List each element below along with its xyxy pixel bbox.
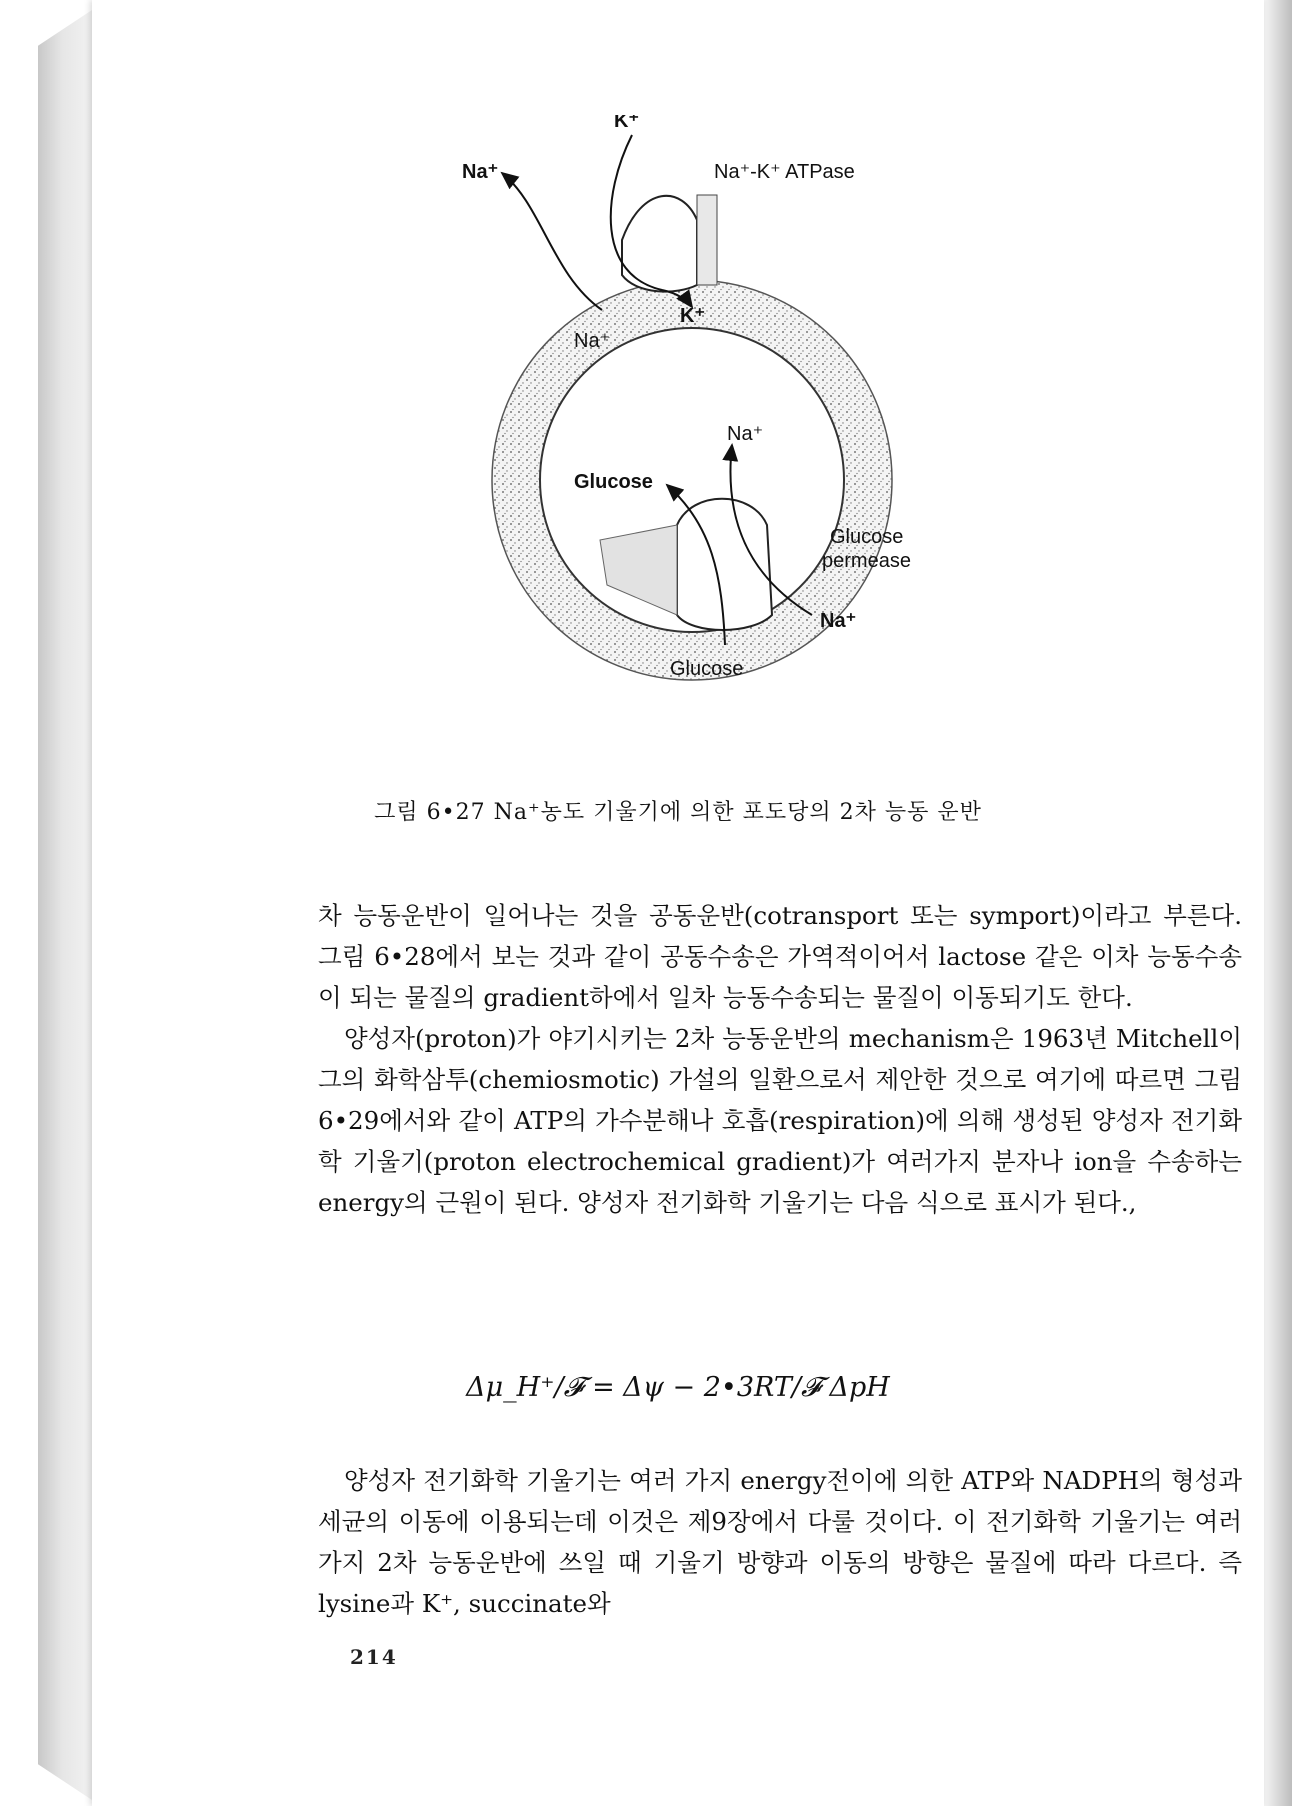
paragraph-2: 양성자(proton)가 야기시키는 2차 능동운반의 mechanism은 1963년 Mitchell이 그의 화학삼투(chemiosmotic) 가설의 일환으로서 제안한 것으로 여기에 따르면 그림 6•29에서와 같이 ATP의 가수분해나 호흡(respiration)에 의해 생성된 양성자 전기화학 기울기(proton electrochemical gradient)가 여러가지 분자나 ion을 수송하는 energy의 근원이 된다. 양성자 전기화학 기울기는 다음 식으로 표시가 된다., (318, 1024, 1242, 1217)
label-na-right: Na⁺ (820, 610, 857, 632)
figure-caption: 그림 6•27 Na⁺농도 기울기에 의한 포도당의 2차 능동 운반 (374, 800, 982, 825)
book-page (92, 0, 1264, 1806)
cell-transport-diagram (422, 115, 1042, 785)
equation: Δμ_H⁺/𝓕 = Δψ − 2•3RT/𝓕 ΔpH (466, 1372, 890, 1403)
page-number: 214 (350, 1645, 398, 1669)
body-text-block (318, 895, 1242, 1223)
arrow-na-outward (502, 173, 602, 310)
book-spine (38, 10, 92, 1800)
atpase-protein (622, 195, 717, 292)
label-atpase: Na⁺-K⁺ ATPase (714, 161, 855, 183)
figure-6-27 (422, 115, 1042, 785)
paragraph-3: 양성자 전기화학 기울기는 여러 가지 energy전이에 의한 ATP와 NADPH의 형성과 세균의 이동에 이용되는데 이것은 제9장에서 다룰 것이다. 이 전기화학 기울기는 여러가지 2차 능동운반에 쓰일 때 기울기 방향과 이동의 방향은 물질에 따라 다르다. 즉 lysine과 K⁺, succinate와 (318, 1465, 1242, 1618)
label-glucose-permease-2: permease (822, 550, 911, 572)
label-na-left: Na⁺ (462, 161, 499, 183)
label-k-top: K⁺ (614, 115, 639, 132)
label-glucose-bottom: Glucose (670, 658, 744, 680)
label-na-inner2: Na⁺ (727, 423, 764, 445)
label-k-mid: K⁺ (680, 305, 705, 327)
label-glucose-permease-1: Glucose (830, 526, 904, 548)
label-na-inner: Na⁺ (574, 330, 611, 352)
paragraph-1: 차 능동운반이 일어나는 것을 공동운반(cotransport 또는 symport)이라고 부른다. 그림 6•28에서 보는 것과 같이 공동수송은 가역적이어서 lactose 같은 이차 능동수송이 되는 물질의 gradient하에서 일차 능동수송되는 물질이 이동되기도 한다. (318, 901, 1242, 1012)
label-glucose-inner: Glucose (574, 471, 653, 493)
book-page-edge (1264, 0, 1292, 1806)
